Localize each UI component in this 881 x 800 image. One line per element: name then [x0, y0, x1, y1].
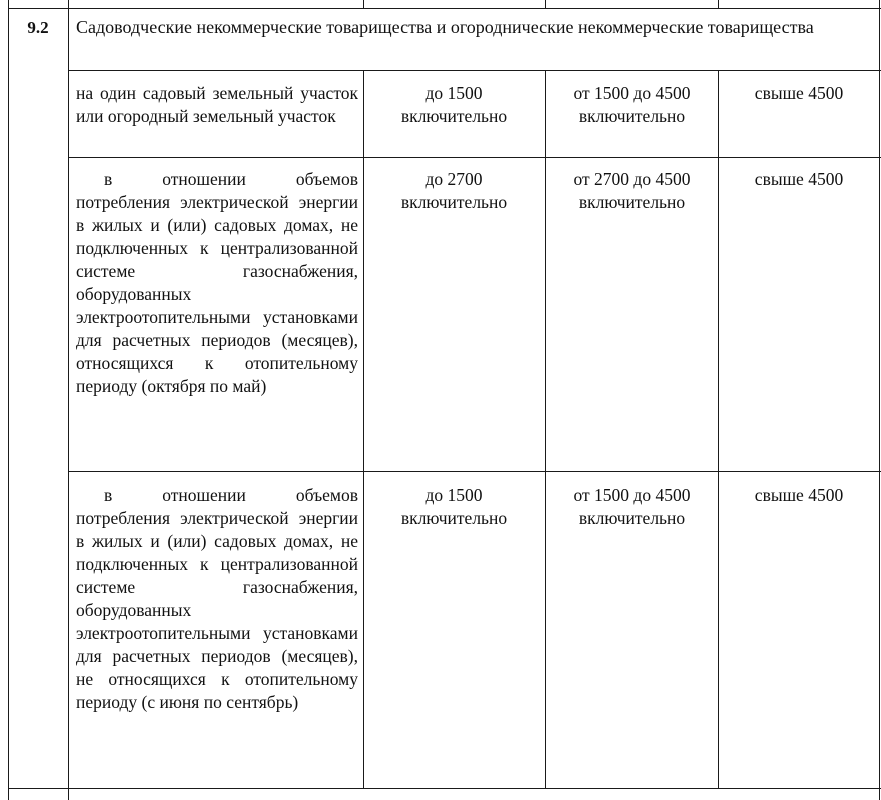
row-value-col1: до 2700 включительно: [400, 169, 508, 212]
column-divider-col2: [718, 0, 719, 8]
row-divider: [68, 471, 881, 472]
column-divider-description: [363, 70, 364, 788]
column-divider-number: [68, 0, 69, 800]
column-divider-col1: [545, 0, 546, 8]
row-divider: [68, 70, 881, 71]
row-value-col1: до 1500 включительно: [400, 485, 508, 528]
column-divider-col1: [545, 70, 546, 788]
table-border-bottom-section: [8, 788, 881, 789]
row-value-col3: свыше 4500: [754, 83, 844, 103]
row-value-col3: свыше 4500: [754, 485, 844, 505]
table-border-right: [879, 0, 880, 800]
column-divider-col2: [718, 70, 719, 788]
row-value-col2: от 1500 до 4500 включительно: [573, 83, 691, 126]
section-title: Садоводческие некоммерческие товарищества и огороднические некоммерческие товарищества: [76, 17, 814, 37]
row-value-col1: до 1500 включительно: [400, 83, 508, 126]
row-value-col2: от 1500 до 4500 включительно: [573, 485, 691, 528]
row-description: на один садовый земельный участок или огородный земельный участок: [76, 83, 358, 126]
section-number: 9.2: [27, 18, 49, 37]
row-divider: [68, 157, 881, 158]
row-description: в отношении объемов потребления электрической энергии в жилых и (или) садовых домах, не подключенных к централизованной системе газоснабжения, оборудованных электроотопительными установками для расчетных периодов (месяцев), не относящихся к отопительному периоду (с июня по сентябрь): [76, 485, 358, 712]
column-divider-description: [363, 0, 364, 8]
row-value-col2: от 2700 до 4500 включительно: [573, 169, 691, 212]
table-border-top: [8, 8, 881, 9]
table-border-left: [8, 0, 9, 800]
row-description: в отношении объемов потребления электрической энергии в жилых и (или) садовых домах, не подключенных к централизованной системе газоснабжения, оборудованных электроотопительными установками для расчетных периодов (месяцев), относящихся к отопительному периоду (октября по май): [76, 169, 358, 396]
row-value-col3: свыше 4500: [754, 169, 844, 189]
